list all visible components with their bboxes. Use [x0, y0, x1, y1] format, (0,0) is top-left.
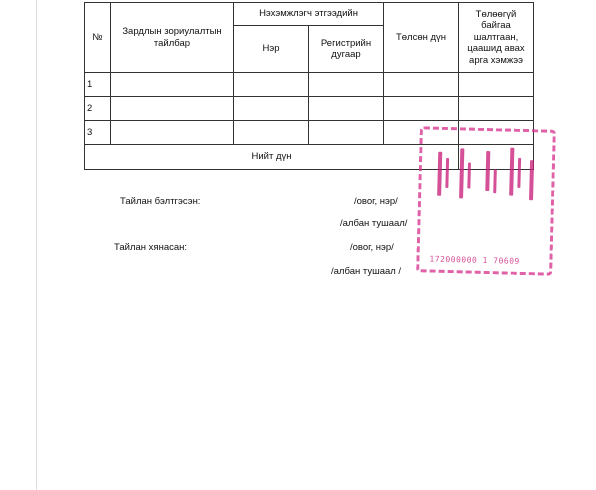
cell-supplier-registration: [309, 97, 384, 121]
cell-unpaid-reason: [459, 97, 534, 121]
row-number: 2: [85, 97, 111, 121]
prepared-by-position: /албан тушаал/: [340, 218, 408, 229]
prepared-by-label: Тайлан бэлтгэсэн:: [120, 196, 201, 207]
header-supplier-group: Нэхэмжлэгч этгээдийн: [234, 3, 384, 26]
cell-supplier-registration: [309, 73, 384, 97]
header-supplier-name: Нэр: [234, 26, 309, 73]
cell-supplier-name: [234, 121, 309, 145]
cell-description: [111, 97, 234, 121]
reviewed-by-label: Тайлан хянасан:: [114, 242, 188, 253]
header-number: №: [85, 3, 111, 73]
stamp-number: 172000000 1 70609: [429, 254, 520, 266]
reviewed-by-name: /овог, нэр/: [350, 242, 394, 253]
cell-unpaid-reason: [459, 73, 534, 97]
header-amount: Төлсөн дүн: [384, 3, 459, 73]
header-unpaid-reason: Төлөөгүй байгаа шалтгаан, цаашид авах арга хэмжээ: [459, 3, 534, 73]
table-row: [85, 73, 534, 97]
official-seal-stamp: [416, 126, 556, 276]
total-label: Нийт дүн: [85, 145, 459, 170]
cell-description: [111, 121, 234, 145]
prepared-by-name: /овог, нэр/: [354, 196, 398, 207]
cell-supplier-name: [234, 73, 309, 97]
cell-description: [111, 73, 234, 97]
cell-supplier-name: [234, 97, 309, 121]
reviewed-by-position: /албан тушаал /: [331, 266, 402, 277]
cell-supplier-registration: [309, 121, 384, 145]
page-edge: [36, 0, 37, 490]
row-number: 1: [85, 73, 111, 97]
cell-amount: [384, 73, 459, 97]
table-row: [85, 97, 534, 121]
cell-amount: [384, 97, 459, 121]
row-number: 3: [85, 121, 111, 145]
header-description: Зардлын зориулалтын тайлбар: [111, 3, 234, 73]
header-supplier-registration: Регистрийн дугаар: [309, 26, 384, 73]
